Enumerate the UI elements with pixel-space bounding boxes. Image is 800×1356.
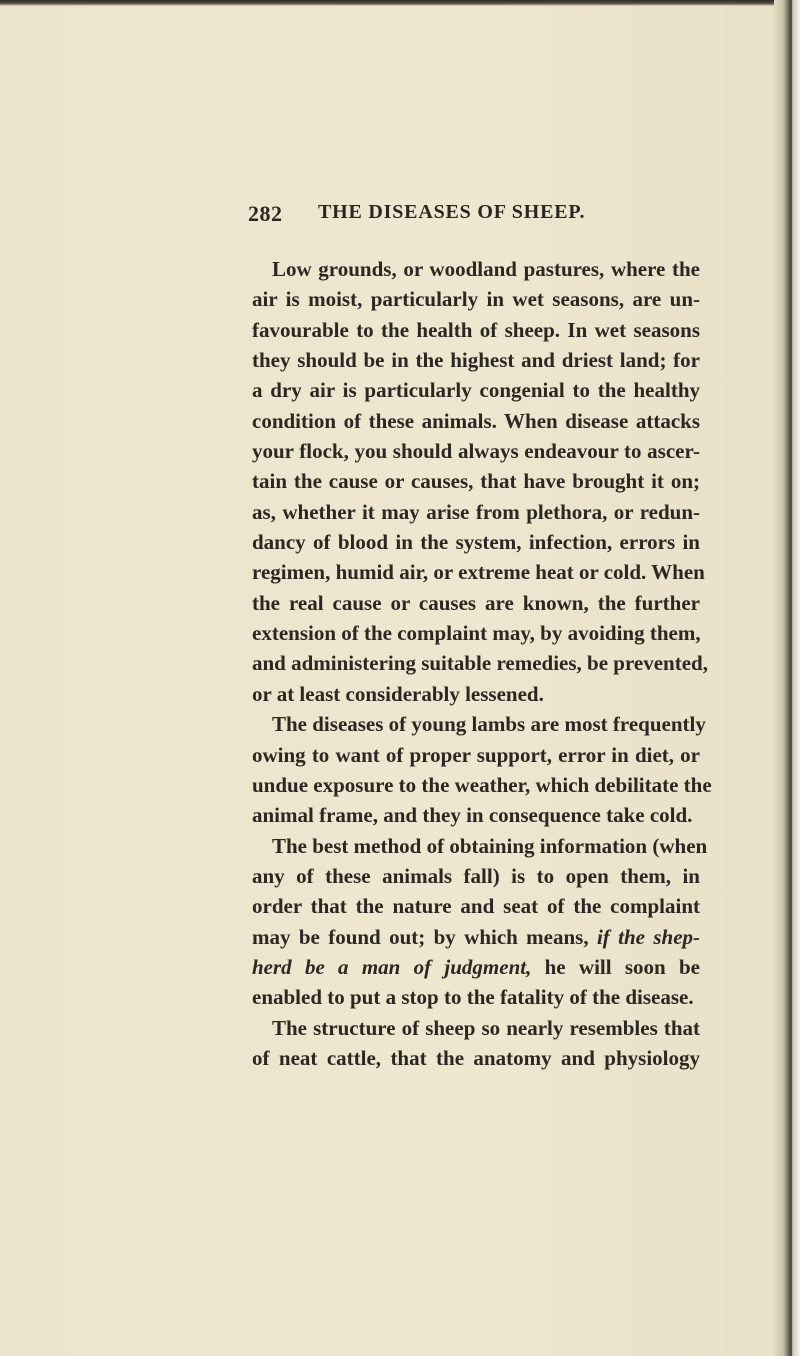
- text-line: regimen, humid air, or extreme heat or cold. When: [252, 560, 705, 585]
- page-top-shadow: [0, 0, 800, 6]
- text-line: favourable to the health of sheep. In wet seasons: [252, 317, 700, 342]
- page-header: [0, 201, 800, 233]
- text-line: any of these animals fall) is to open them, in: [252, 863, 700, 888]
- text-line: air is moist, particularly in wet seasons, are un-: [252, 287, 700, 312]
- italic-fragment: herd be a man of judgment,: [252, 954, 532, 979]
- text-line: dancy of blood in the system, infection, errors in: [252, 530, 700, 555]
- text-line: extension of the complaint may, by avoiding them,: [252, 621, 701, 646]
- text-line-part: may be found out; by which means,: [252, 924, 597, 949]
- running-head: THE DISEASES OF SHEEP.: [318, 201, 586, 223]
- text-line: condition of these animals. When disease attacks: [252, 408, 700, 433]
- text-line: The structure of sheep so nearly resembles that: [272, 1015, 700, 1040]
- text-line: your flock, you should always endeavour to ascer-: [252, 439, 700, 464]
- text-line: undue exposure to the weather, which debilitate the: [252, 772, 712, 797]
- text-line: owing to want of proper support, error in diet, or: [252, 742, 700, 767]
- text-line: and administering suitable remedies, be prevented,: [252, 651, 708, 676]
- text-line: The diseases of young lambs are most frequently: [272, 712, 706, 737]
- text-line: or at least considerably lessened.: [252, 681, 544, 706]
- italic-fragment: if the shep-: [596, 924, 701, 949]
- text-line: of neat cattle, that the anatomy and physiology: [252, 1045, 700, 1070]
- text-line: Low grounds, or woodland pastures, where the: [272, 257, 700, 281]
- text-line-part: he will soon be: [544, 954, 700, 979]
- text-line: [252, 952, 700, 982]
- text-line: enabled to put a stop to the fatality of the disease.: [252, 985, 694, 1010]
- body-text: [252, 254, 712, 1073]
- text-line: they should be in the highest and driest land; for: [252, 348, 700, 373]
- text-line: as, whether it may arise from plethora, or redun-: [252, 499, 700, 524]
- text-line: animal frame, and they in consequence take cold.: [252, 803, 693, 828]
- text-line: a dry air is particularly congenial to the healthy: [252, 378, 700, 403]
- text-line: tain the cause or causes, that have brought it on;: [252, 469, 700, 494]
- text-line: [252, 922, 700, 952]
- page-number: 282: [248, 201, 283, 226]
- text-line: the real cause or causes are known, the further: [252, 590, 700, 615]
- text-line: The best method of obtaining information (when: [272, 833, 708, 858]
- text-line: order that the nature and seat of the complaint: [252, 894, 700, 919]
